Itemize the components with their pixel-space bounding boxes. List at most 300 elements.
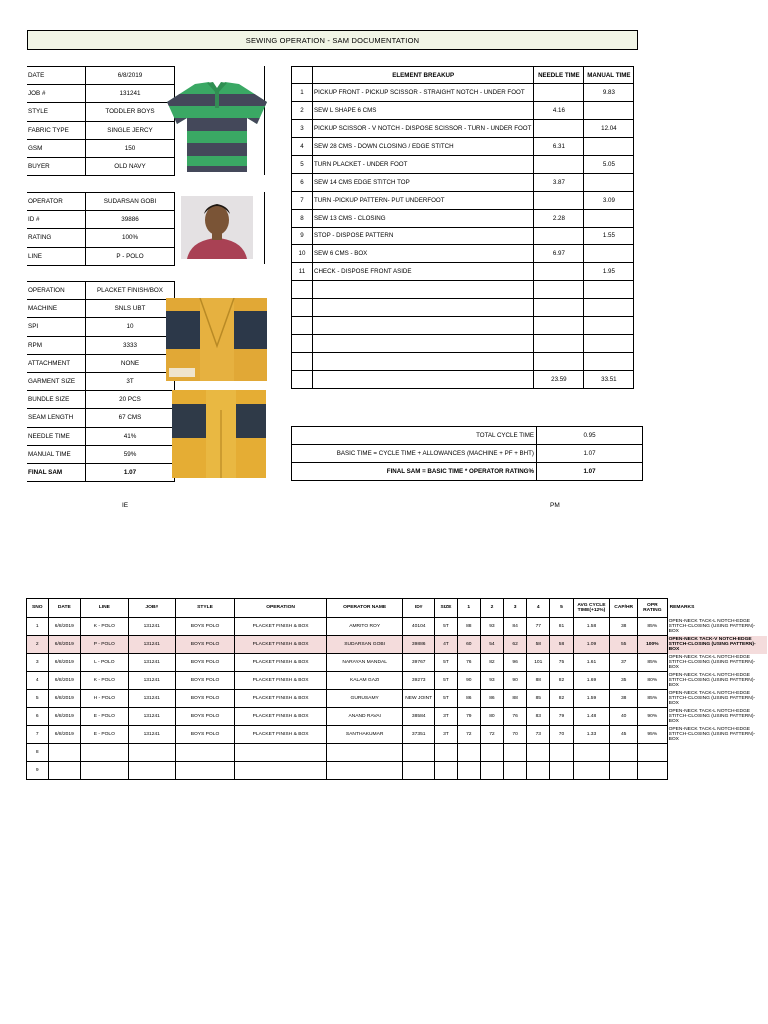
summary-value: 1.07 (537, 463, 643, 481)
element-description (313, 335, 534, 353)
table-cell (610, 744, 638, 762)
element-needle-time (534, 317, 584, 335)
table-cell: H - POLO (81, 690, 129, 708)
element-needle-time (534, 84, 584, 102)
table-cell: 38584 (403, 708, 435, 726)
table-cell: 84 (504, 618, 527, 636)
table-row (27, 762, 768, 780)
table-cell: BOYS POLO (175, 618, 234, 636)
info-label: OPERATION (27, 282, 86, 300)
table-cell: 1.61 (573, 654, 610, 672)
table-cell: 58 (550, 636, 573, 654)
table-cell: 35 (610, 672, 638, 690)
element-number: 11 (292, 263, 313, 281)
element-number (292, 371, 313, 389)
element-needle-time: 2.28 (534, 209, 584, 227)
table-cell: BOYS POLO (175, 708, 234, 726)
info-label: GSM (27, 139, 86, 157)
table-row (27, 636, 768, 654)
table-cell (504, 744, 527, 762)
element-manual-time (584, 299, 634, 317)
table-cell: 3 (27, 654, 49, 672)
info-label: FABRIC TYPE (27, 121, 86, 139)
info-value: 6/8/2019 (86, 67, 175, 85)
table-cell: 86 (480, 690, 503, 708)
table-cell: 4 (27, 672, 49, 690)
info-value: 3333 (86, 336, 175, 354)
summary-row (292, 445, 643, 463)
table-cell: 37 (610, 654, 638, 672)
element-manual-time (584, 335, 634, 353)
table-cell: 76 (457, 654, 480, 672)
element-manual-time (584, 101, 634, 119)
table-cell: 93 (480, 618, 503, 636)
table-cell (527, 762, 550, 780)
column-header: SNO (27, 599, 49, 618)
table-cell (48, 762, 80, 780)
element-breakup-header (292, 67, 313, 84)
element-needle-time (534, 119, 584, 137)
element-manual-time (584, 281, 634, 299)
column-header: 5 (550, 599, 573, 618)
table-cell: 2 (27, 636, 49, 654)
table-cell: 1.58 (573, 618, 610, 636)
info-label: ATTACHMENT (27, 354, 86, 372)
summary-row (292, 427, 643, 445)
table-cell: 9 (27, 762, 49, 780)
info-value: SNLS UBT (86, 300, 175, 318)
table-cell: L - POLO (81, 654, 129, 672)
table-cell: BOYS POLO (175, 672, 234, 690)
element-manual-time (584, 353, 634, 371)
table-cell: OPEN-NECK TACK-L NOTCH-EDGE STITCH-CLOSING (USING PATTERN)-BOX (668, 690, 756, 707)
column-header: JOB# (128, 599, 175, 618)
element-row (292, 317, 634, 335)
table-cell: 1.09 (573, 636, 610, 654)
info-value: 100% (86, 229, 175, 247)
table-cell: 85% (638, 654, 668, 672)
table-cell: 6 (27, 708, 49, 726)
element-manual-time: 1.95 (584, 263, 634, 281)
table-cell (128, 762, 175, 780)
info-label: OPERATOR (27, 193, 86, 211)
table-cell: OPEN-NECK TACK-L NOTCH-EDGE STITCH-CLOSING (USING PATTERN)-BOX (668, 672, 756, 689)
table-cell: OPEN-NECK TACK-L NOTCH-EDGE STITCH-CLOSING (USING PATTERN)-BOX (668, 708, 756, 725)
table-cell: 90% (638, 708, 668, 726)
table-cell: 6/8/2019 (48, 690, 80, 708)
polo-shirt-image (165, 80, 269, 173)
element-row (292, 263, 634, 281)
info-value: 39886 (86, 211, 175, 229)
table-cell: PLACKET FINISH & BOX (235, 726, 327, 744)
column-header: DATE (48, 599, 80, 618)
info-value: TODDLER BOYS (86, 103, 175, 121)
table-cell: 1 (27, 618, 49, 636)
table-cell: 39767 (403, 654, 435, 672)
info-value: P - POLO (86, 247, 175, 265)
table-cell: 6/8/2019 (48, 726, 80, 744)
table-cell: OPEN-NECK TACK-L NOTCH-EDGE STITCH-CLOSING (USING PATTERN)-BOX (668, 654, 756, 671)
operator-comparison-table (26, 598, 768, 780)
table-cell: 40104 (403, 618, 435, 636)
table-cell (480, 762, 503, 780)
summary-value: 0.95 (537, 427, 643, 445)
element-manual-time (584, 209, 634, 227)
table-cell: 72 (480, 726, 503, 744)
table-cell: 55 (610, 636, 638, 654)
info-value: NONE (86, 354, 175, 372)
table-cell: PLACKET FINISH & BOX (235, 708, 327, 726)
element-row (292, 137, 634, 155)
element-row (292, 191, 634, 209)
table-cell (81, 762, 129, 780)
table-cell: 80% (638, 672, 668, 690)
info-label: RATING (27, 229, 86, 247)
table-cell: 131241 (128, 672, 175, 690)
manual-time-header: MANUAL TIME (584, 67, 634, 84)
table-row (27, 726, 768, 744)
element-needle-time (534, 191, 584, 209)
element-description: TURN PLACKET - UNDER FOOT (313, 155, 534, 173)
element-manual-time (584, 245, 634, 263)
element-number: 2 (292, 101, 313, 119)
table-cell: 4T (435, 636, 458, 654)
table-cell: 88 (504, 690, 527, 708)
table-cell (667, 744, 767, 762)
element-number (292, 281, 313, 299)
element-number: 10 (292, 245, 313, 263)
table-cell: 88 (527, 672, 550, 690)
element-needle-time (534, 335, 584, 353)
table-cell: 100% (638, 636, 668, 654)
pm-signature-label: PM (550, 502, 560, 509)
table-cell: PLACKET FINISH & BOX (235, 690, 327, 708)
element-number (292, 353, 313, 371)
element-number: 8 (292, 209, 313, 227)
table-cell (480, 744, 503, 762)
garment-image-top (166, 298, 267, 381)
element-number: 7 (292, 191, 313, 209)
table-cell: 5T (435, 690, 458, 708)
table-cell (403, 762, 435, 780)
table-cell: 5T (435, 672, 458, 690)
page-title: SEWING OPERATION - SAM DOCUMENTATION (27, 30, 638, 50)
column-header: REMARKS (669, 605, 695, 611)
info-label: GARMENT SIZE (27, 372, 86, 390)
element-description: PICKUP SCISSOR - V NOTCH - DISPOSE SCISSOR - TURN - UNDER FOOT (313, 119, 534, 137)
element-description: PICKUP FRONT - PICKUP SCISSOR - STRAIGHT NOTCH - UNDER FOOT (313, 84, 534, 102)
table-cell: 7 (27, 726, 49, 744)
table-cell: 96 (504, 654, 527, 672)
element-description: CHECK - DISPOSE FRONT ASIDE (313, 263, 534, 281)
table-row (27, 744, 768, 762)
table-cell: 82 (480, 654, 503, 672)
element-breakup-table (291, 66, 634, 389)
table-cell: 75 (550, 654, 573, 672)
element-manual-time: 9.83 (584, 84, 634, 102)
element-needle-time (534, 353, 584, 371)
table-cell: 5T (435, 654, 458, 672)
table-cell (573, 762, 610, 780)
info-label: MANUAL TIME (27, 445, 86, 463)
table-cell: KALAM GAZI (327, 672, 403, 690)
table-cell: 39886 (403, 636, 435, 654)
table-cell: E - POLO (81, 708, 129, 726)
table-cell: 3T (435, 708, 458, 726)
element-row (292, 101, 634, 119)
info-value: 1.07 (86, 463, 175, 481)
table-cell: 131241 (128, 690, 175, 708)
table-cell: OPEN-NECK TACK-L NOTCH-EDGE STITCH-CLOSING (USING PATTERN)-BOX (668, 618, 756, 635)
element-row (292, 209, 634, 227)
element-needle-time: 23.59 (534, 371, 584, 389)
table-cell: 70 (550, 726, 573, 744)
table-cell: 131241 (128, 708, 175, 726)
table-cell: 86 (457, 690, 480, 708)
summary-description: TOTAL CYCLE TIME (292, 427, 537, 445)
table-cell: 1.69 (573, 672, 610, 690)
image-cell (175, 282, 280, 300)
table-cell: 83 (527, 708, 550, 726)
table-cell (573, 744, 610, 762)
column-header: 4 (527, 599, 550, 618)
info-label: SPI (27, 318, 86, 336)
operator-photo (181, 196, 253, 259)
element-row (292, 353, 634, 371)
info-value: 131241 (86, 85, 175, 103)
table-cell (550, 762, 573, 780)
table-cell (81, 744, 129, 762)
table-cell: AMRITO ROY (327, 618, 403, 636)
element-needle-time: 3.87 (534, 173, 584, 191)
element-row (292, 173, 634, 191)
table-cell: 93 (480, 672, 503, 690)
column-header: LINE (81, 599, 129, 618)
element-description: SEW 28 CMS - DOWN CLOSING / EDGE STITCH (313, 137, 534, 155)
column-header: 1 (457, 599, 480, 618)
element-number: 1 (292, 84, 313, 102)
element-description: TURN -PICKUP PATTERN- PUT UNDERFOOT (313, 191, 534, 209)
table-cell: 60 (457, 636, 480, 654)
info-label: STYLE (27, 103, 86, 121)
table-row (27, 708, 768, 726)
column-header: AVG CYCLE TIME(+12%) (573, 599, 610, 618)
table-cell: 3T (435, 726, 458, 744)
table-cell: 6/8/2019 (48, 672, 80, 690)
table-cell: 85 (527, 690, 550, 708)
element-manual-time (584, 317, 634, 335)
info-row (27, 282, 279, 300)
table-cell (610, 762, 638, 780)
table-cell (235, 744, 327, 762)
table-cell: 72 (457, 726, 480, 744)
element-needle-time (534, 281, 584, 299)
table-cell (435, 744, 458, 762)
table-cell: 6/8/2019 (48, 708, 80, 726)
table-cell: 77 (527, 618, 550, 636)
table-cell: PLACKET FINISH & BOX (235, 654, 327, 672)
element-row (292, 227, 634, 245)
info-label: DATE (27, 67, 86, 85)
table-cell: PLACKET FINISH & BOX (235, 636, 327, 654)
table-cell: ANAND RAVAI (327, 708, 403, 726)
element-description: SEW 6 CMS - BOX (313, 245, 534, 263)
table-cell: 76 (504, 708, 527, 726)
info-label: JOB # (27, 85, 86, 103)
element-needle-time (534, 263, 584, 281)
info-value: PLACKET FINISH/BOX (86, 282, 175, 300)
info-value: 67 CMS (86, 409, 175, 427)
table-cell: PLACKET FINISH & BOX (235, 672, 327, 690)
table-row (27, 618, 768, 636)
element-row (292, 245, 634, 263)
table-cell: 38 (610, 690, 638, 708)
info-value: 20 PCS (86, 391, 175, 409)
table-cell: 131241 (128, 618, 175, 636)
table-cell (327, 762, 403, 780)
table-cell: 5T (435, 618, 458, 636)
info-value: 3T (86, 372, 175, 390)
table-cell: 73 (527, 726, 550, 744)
element-needle-time (534, 299, 584, 317)
table-cell: 5 (27, 690, 49, 708)
element-manual-time (584, 173, 634, 191)
element-number (292, 335, 313, 353)
table-cell (667, 762, 767, 780)
info-label: SEAM LENGTH (27, 409, 86, 427)
element-number: 3 (292, 119, 313, 137)
info-label: RPM (27, 336, 86, 354)
table-cell: PLACKET FINISH & BOX (235, 618, 327, 636)
element-row (292, 119, 634, 137)
table-cell: 1.48 (573, 708, 610, 726)
column-header: OPERATION (235, 599, 327, 618)
summary-description: FINAL SAM = BASIC TIME * OPERATOR RATING% (292, 463, 537, 481)
table-cell: 70 (504, 726, 527, 744)
info-value: 41% (86, 427, 175, 445)
ie-signature-label: IE (122, 502, 129, 509)
table-cell (638, 762, 668, 780)
element-description (313, 353, 534, 371)
table-cell: OPEN-NECK TACK-V NOTCH-EDGE STITCH-CLOSING (USING PATTERN)-BOX (667, 636, 767, 654)
table-cell: SUDARSAN GOBI (327, 636, 403, 654)
table-cell: SANTHAKUMAR (327, 726, 403, 744)
table-cell: 85% (638, 690, 668, 708)
element-description: SEW 14 CMS EDGE STITCH TOP (313, 173, 534, 191)
element-number: 6 (292, 173, 313, 191)
element-breakup-header: ELEMENT BREAKUP (313, 67, 534, 84)
info-value: 150 (86, 139, 175, 157)
table-cell (175, 762, 234, 780)
table-cell (638, 744, 668, 762)
table-cell (48, 744, 80, 762)
table-cell (550, 744, 573, 762)
needle-time-header: NEEDLE TIME (534, 67, 584, 84)
element-manual-time: 3.09 (584, 191, 634, 209)
summary-value: 1.07 (537, 445, 643, 463)
info-value: OLD NAVY (86, 157, 175, 175)
table-cell: BOYS POLO (175, 636, 234, 654)
table-cell: 82 (550, 690, 573, 708)
table-cell (527, 744, 550, 762)
table-cell: 54 (480, 636, 503, 654)
table-cell: 8 (27, 744, 49, 762)
info-value: SUDARSAN GOBI (86, 193, 175, 211)
element-description (313, 317, 534, 335)
element-needle-time: 6.97 (534, 245, 584, 263)
info-label: LINE (27, 247, 86, 265)
table-cell: 131241 (128, 636, 175, 654)
table-row (27, 654, 768, 672)
table-cell: 131241 (128, 654, 175, 672)
element-needle-time: 4.16 (534, 101, 584, 119)
table-cell: GURUSAMY (327, 690, 403, 708)
table-row (27, 690, 768, 708)
table-cell: 6/8/2019 (48, 636, 80, 654)
element-manual-time: 33.51 (584, 371, 634, 389)
info-label: NEEDLE TIME (27, 427, 86, 445)
element-needle-time (534, 155, 584, 173)
table-cell: 62 (504, 636, 527, 654)
info-label: BUNDLE SIZE (27, 391, 86, 409)
element-row (292, 155, 634, 173)
info-label: BUYER (27, 157, 86, 175)
table-cell: NARAYAN MANDAL (327, 654, 403, 672)
column-header: CAP/HR (610, 599, 638, 618)
element-number: 9 (292, 227, 313, 245)
element-row (292, 335, 634, 353)
table-cell: K - POLO (81, 618, 129, 636)
garment-image-bottom (172, 390, 266, 478)
element-number (292, 317, 313, 335)
table-cell: P - POLO (81, 636, 129, 654)
cycle-time-summary-table (291, 426, 643, 481)
element-description: STOP - DISPOSE PATTERN (313, 227, 534, 245)
element-description: SEW L SHAPE 6 CMS (313, 101, 534, 119)
table-cell: 6/8/2019 (48, 618, 80, 636)
table-cell: K - POLO (81, 672, 129, 690)
element-number (292, 299, 313, 317)
table-row (27, 672, 768, 690)
element-number: 5 (292, 155, 313, 173)
table-cell: 38 (610, 618, 638, 636)
table-cell: 131241 (128, 726, 175, 744)
table-cell (175, 744, 234, 762)
element-manual-time: 1.55 (584, 227, 634, 245)
info-value: 10 (86, 318, 175, 336)
table-cell: 1.33 (573, 726, 610, 744)
element-needle-time: 6.31 (534, 137, 584, 155)
info-value: 59% (86, 445, 175, 463)
column-header: ID# (403, 599, 435, 618)
table-cell (327, 744, 403, 762)
element-row (292, 84, 634, 102)
table-cell: 90 (457, 672, 480, 690)
table-cell: 79 (457, 708, 480, 726)
table-cell: BOYS POLO (175, 726, 234, 744)
image-column-border (264, 192, 265, 264)
table-cell: 6/8/2019 (48, 654, 80, 672)
element-needle-time (534, 227, 584, 245)
table-cell: 88 (457, 618, 480, 636)
table-cell: 1.59 (573, 690, 610, 708)
table-cell: BOYS POLO (175, 654, 234, 672)
column-header: 2 (480, 599, 503, 618)
column-header: 3 (504, 599, 527, 618)
table-cell: BOYS POLO (175, 690, 234, 708)
table-cell: 45 (610, 726, 638, 744)
table-cell (435, 762, 458, 780)
